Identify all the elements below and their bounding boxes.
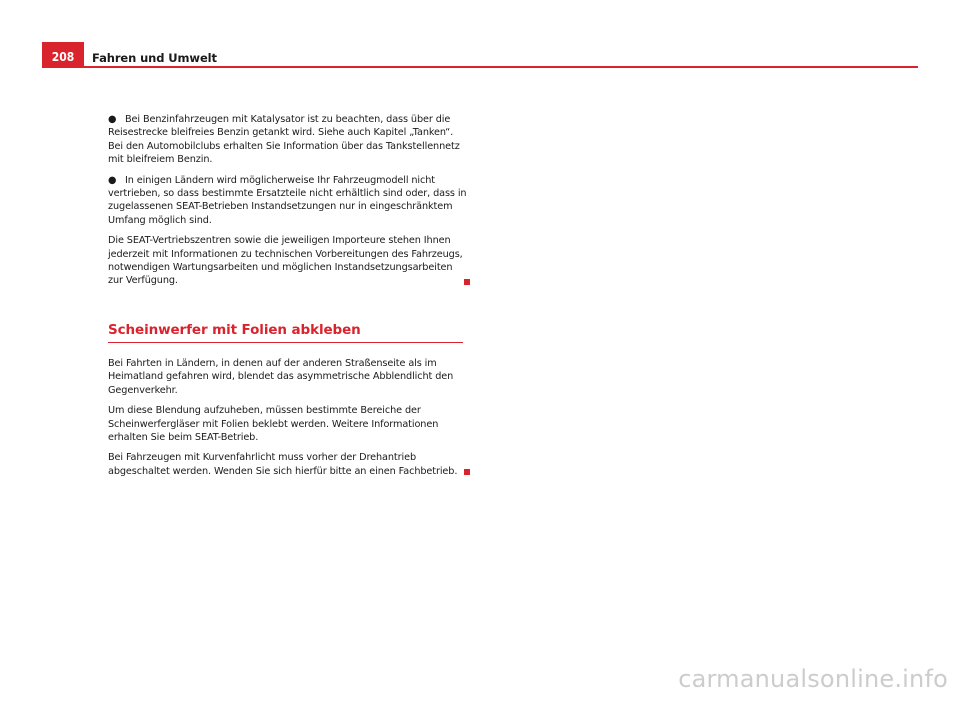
chapter-title: Fahren und Umwelt	[92, 51, 217, 65]
section-paragraph: Bei Fahrten in Ländern, in denen auf der anderen Straßenseite als im Heimatland gefahren wird, blendet das asymmetrische Abblendlicht den Gegenverkehr.	[108, 357, 454, 396]
header-divider	[84, 66, 918, 68]
bullet-icon: ●	[108, 174, 117, 186]
bullet-icon: ●	[108, 114, 117, 125]
section-end-icon	[464, 279, 470, 285]
bullet-text: Bei Benzinfahrzeugen mit Katalysator ist zu beachten, dass über die Reisestrecke bleifreies Benzin getankt wird. Siehe auch Kapitel „Tanken“. Bei den Automobilclubs erhalten Sie Information über das Tankstellennetz mit bleifreiem Benzin.	[108, 114, 460, 166]
intro-paragraph	[108, 234, 468, 288]
paragraph-text: Die SEAT-Vertriebszentren sowie die jeweiligen Importeure stehen Ihnen jederzeit mit Informationen zu technischen Vorbereitungen des Fahrzeugs, notwendigen Wartungsarbeiten und möglichen Instandsetzungsarbeiten zur Verfügung.	[108, 235, 463, 287]
bullet-item	[108, 113, 468, 167]
paragraph-text: Bei Fahrzeugen mit Kurvenfahrlicht muss vorher der Drehantrieb abgeschaltet werden. Wenden Sie sich hierfür bitte an einen Fachbetrieb.	[108, 452, 458, 477]
bullet-item	[108, 174, 468, 228]
section-paragraph	[108, 451, 468, 478]
bullet-text: In einigen Ländern wird möglicherweise Ihr Fahrzeugmodell nicht vertrieben, so dass bestimmte Ersatzteile nicht erhältlich sind oder, dass in zugelassenen SEAT-Betrieben Instandsetzungen nur in eingeschränktem Umfang möglich sind.	[108, 174, 467, 226]
section-paragraph: Um diese Blendung aufzuheben, müssen bestimmte Bereiche der Scheinwerfergläser mit Folien beklebt werden. Weitere Informationen erhalten Sie beim SEAT-Betrieb.	[108, 405, 439, 443]
section-end-icon	[464, 469, 470, 475]
watermark-text: carmanualsonline.info	[678, 665, 948, 693]
section-heading: Scheinwerfer mit Folien abkleben	[108, 322, 463, 343]
main-text-column	[108, 113, 468, 485]
page-number: 208	[42, 42, 84, 68]
